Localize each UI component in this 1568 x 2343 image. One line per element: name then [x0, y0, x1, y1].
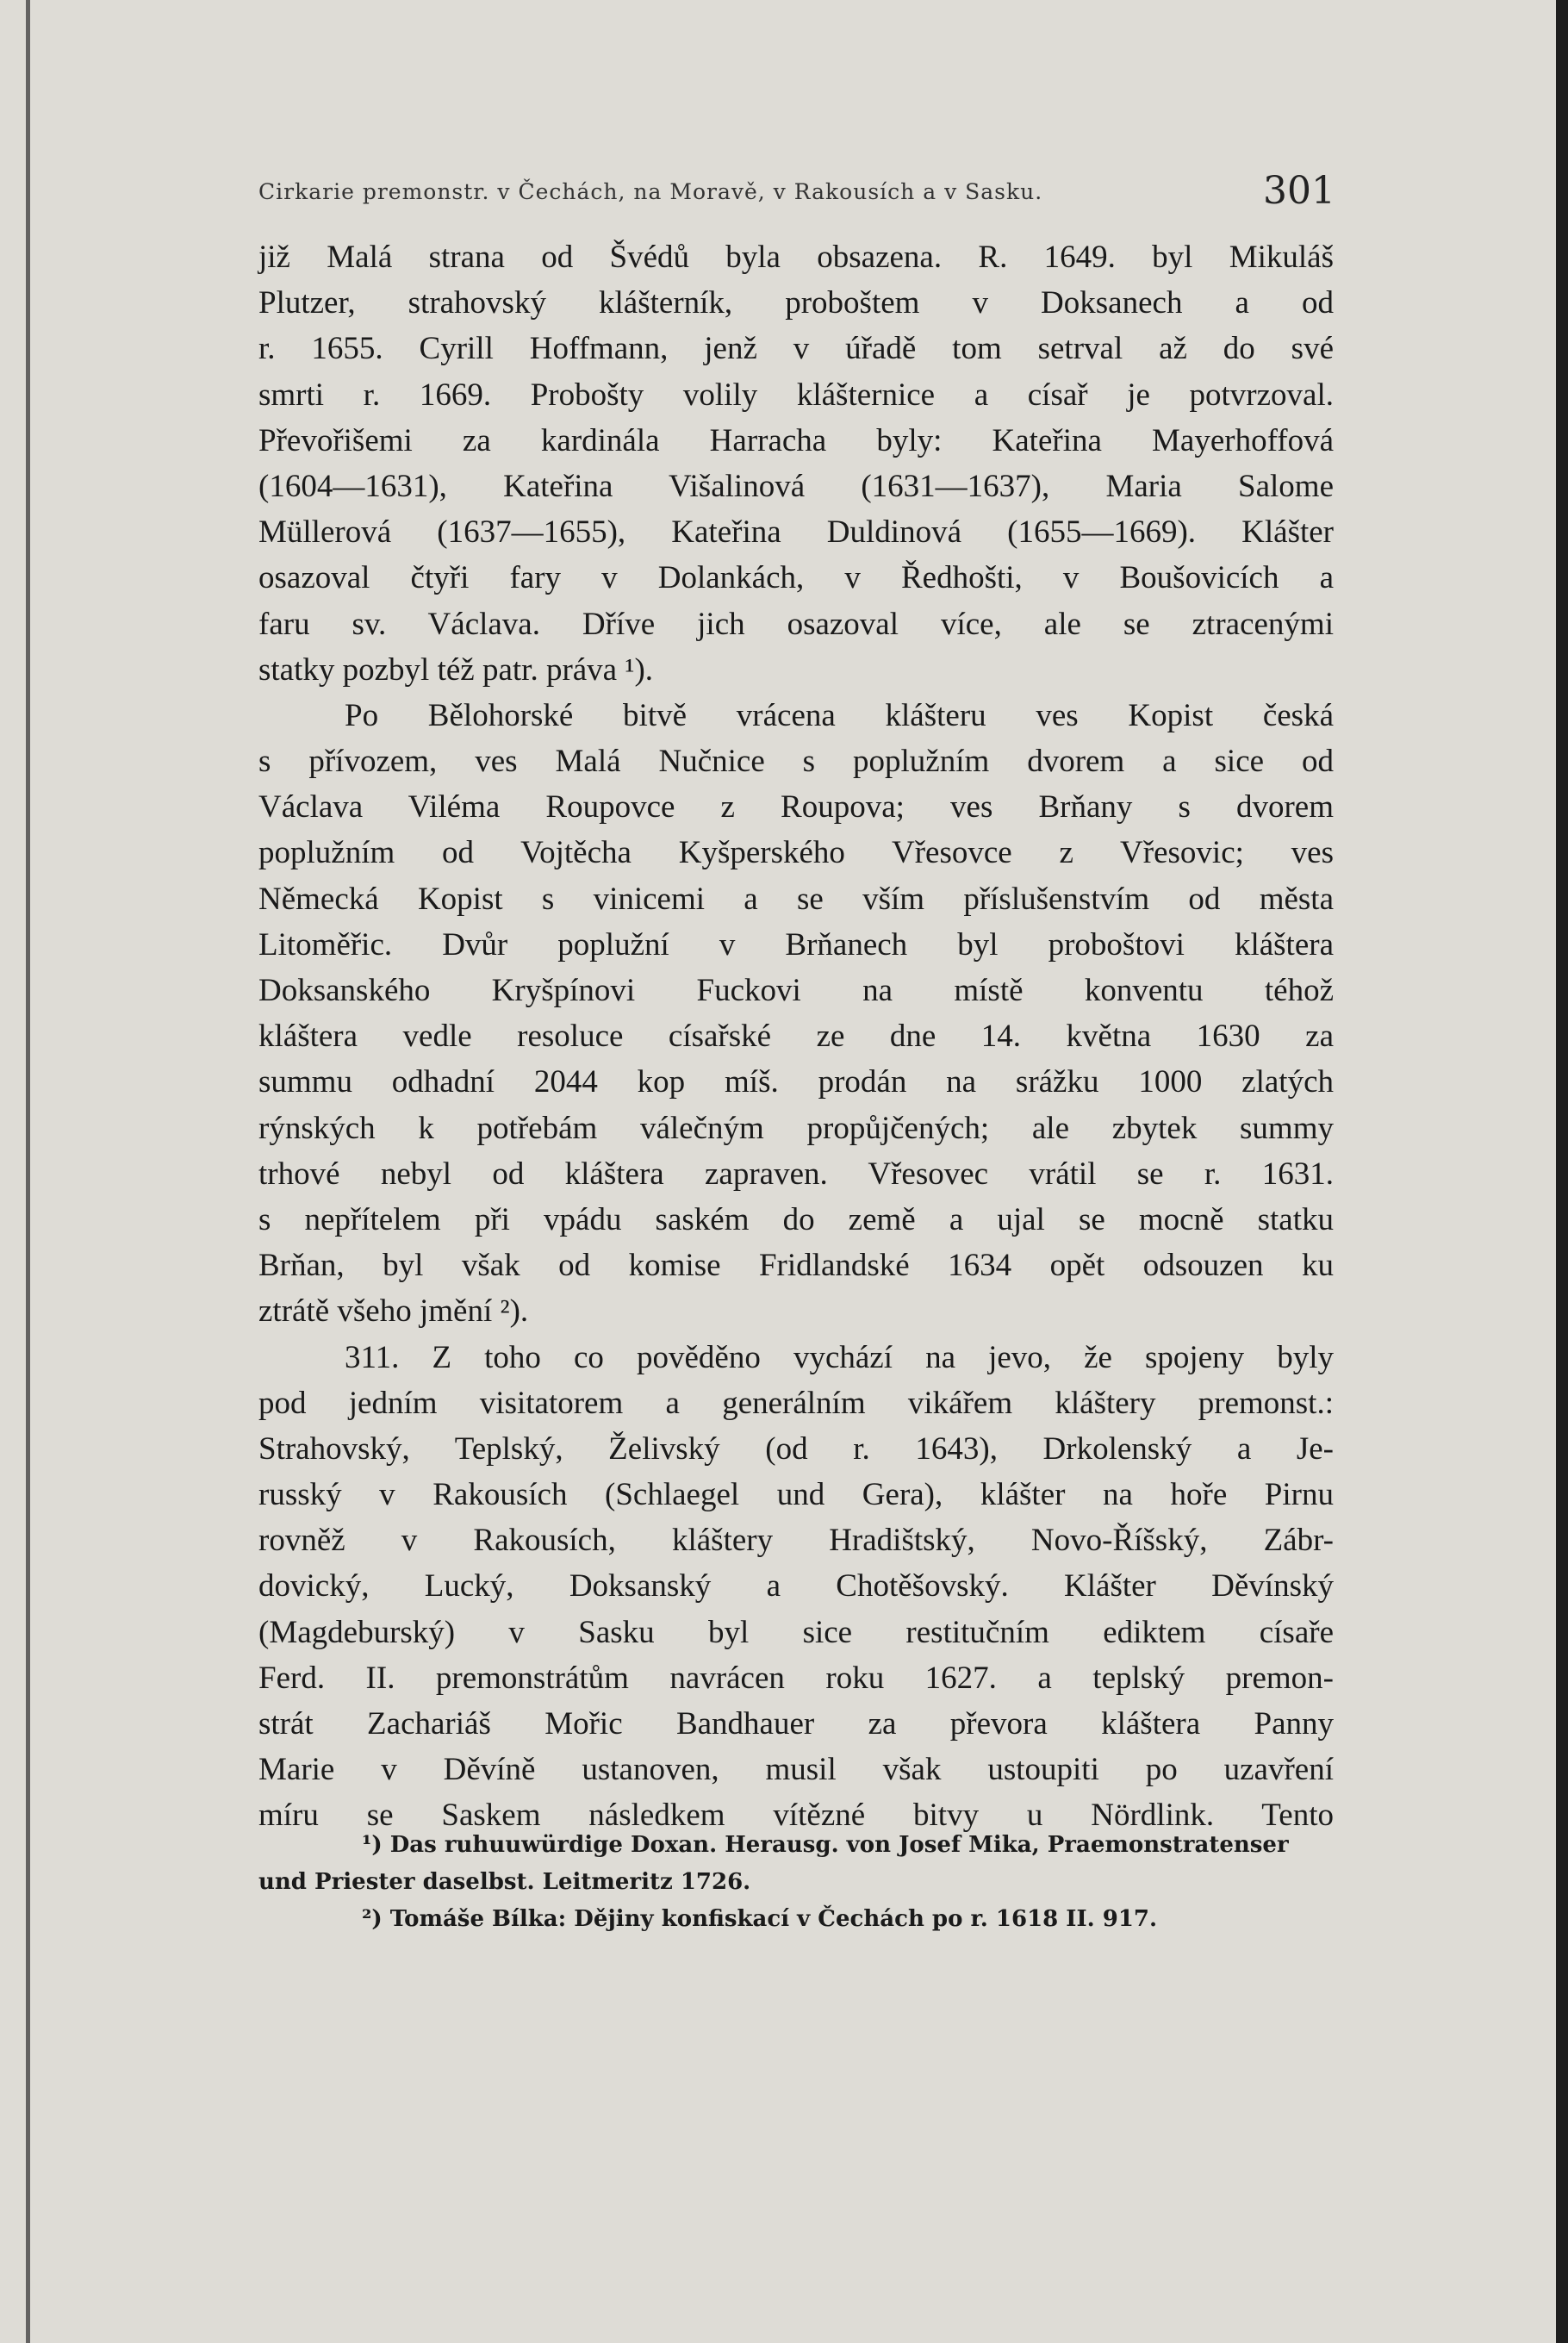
text-line: Müllerová (1637—1655), Kateřina Duldinová (1655—1669). Klášter: [258, 514, 1334, 551]
text-line: rýnských k potřebám válečným propůjčených; ale zbytek summy: [258, 1110, 1334, 1146]
text-line: trhové nebyl od kláštera zapraven. Vřesovec vrátil se r. 1631.: [258, 1156, 1334, 1192]
page-right-edge: [1556, 0, 1568, 2343]
page-header: [258, 169, 1335, 221]
text-line: Marie v Děvíně ustanoven, musil však ustoupiti po uzavření: [258, 1752, 1334, 1788]
text-line: smrti r. 1669. Probošty volily klášternice a císař je potvrzoval.: [258, 377, 1334, 413]
page-left-edge: [26, 0, 30, 2343]
text-line: strát Zachariáš Mořic Bandhauer za převora kláštera Panny: [258, 1706, 1334, 1742]
text-line: Převořišemi za kardinála Harracha byly: Kateřina Mayerhoffová: [258, 422, 1334, 458]
text-line: již Malá strana od Švédů byla obsazena. R. 1649. byl Mikuláš: [258, 240, 1334, 275]
text-line: faru sv. Václava. Dříve jich osazoval více, ale se ztracenými: [258, 606, 1334, 642]
text-line: (Magdeburský) v Sasku byl sice restitučním ediktem císaře: [258, 1614, 1334, 1650]
text-line: Václava Viléma Roupovce z Roupova; ves Brňany s dvorem: [258, 789, 1334, 826]
text-line: ztrátě všeho jmění ²).: [258, 1293, 529, 1330]
text-line: Litoměřic. Dvůr poplužní v Brňanech byl proboštovi kláštera: [258, 926, 1334, 963]
text-line: osazoval čtyři fary v Dolankách, v Ředhošti, v Boušovicích a: [258, 560, 1334, 596]
text-line: míru se Saskem následkem vítězné bitvy u Nördlink. Tento: [258, 1798, 1334, 1834]
text-line: pod jedním visitatorem a generálním vikářem kláštery premonst.:: [258, 1385, 1334, 1421]
text-line: summu odhadní 2044 kop míš. prodán na srážku 1000 zlatých: [258, 1064, 1334, 1100]
text-line: r. 1655. Cyrill Hoffmann, jenž v úřadě tom setrval až do své: [258, 331, 1334, 367]
text-line: 311. Z toho co pověděno vychází na jevo, že spojeny byly: [345, 1339, 1334, 1375]
text-line: Ferd. II. premonstrátům navrácen roku 1627. a teplský premon-: [258, 1660, 1334, 1696]
footnotes: [258, 1827, 1335, 1938]
text-line: Doksanského Kryšpínovi Fuckovi na místě konventu téhož: [258, 973, 1334, 1008]
running-head: Cirkarie premonstr. v Čechách, na Moravě, v Rakousích a v Sasku.: [258, 179, 1043, 204]
footnote-line: ¹) Das ruhuuwürdige Doxan. Herausg. von Josef Mika, Praemonstratenser: [362, 1832, 1289, 1858]
text-line: statky pozbyl též patr. práva ¹).: [258, 651, 654, 688]
body-text: [258, 234, 1334, 1839]
footnote-line: ²) Tomáše Bílka: Dějiny konfiskací v Čechách po r. 1618 II. 917.: [362, 1906, 1158, 1932]
footnote-line: und Priester daselbst. Leitmeritz 1726.: [258, 1869, 751, 1895]
text-line: (1604—1631), Kateřina Višalinová (1631—1637), Maria Salome: [258, 468, 1334, 504]
text-line: s nepřítelem při vpádu saském do země a ujal se mocně statku: [258, 1201, 1334, 1237]
text-line: Německá Kopist s vinicemi a se vším příslušenstvím od města: [258, 881, 1334, 917]
text-line: Strahovský, Teplský, Želivský (od r. 1643), Drkolenský a Je-: [258, 1430, 1334, 1467]
page-number: 301: [1263, 169, 1335, 213]
text-line: kláštera vedle resoluce císařské ze dne 14. května 1630 za: [258, 1019, 1334, 1055]
text-line: dovický, Lucký, Doksanský a Chotěšovský. Klášter Děvínský: [258, 1568, 1334, 1605]
text-line: Plutzer, strahovský klášterník, proboštem v Doksanech a od: [258, 285, 1334, 321]
text-line: russký v Rakousích (Schlaegel und Gera), klášter na hoře Pirnu: [258, 1477, 1334, 1513]
text-line: s přívozem, ves Malá Nučnice s poplužním dvorem a sice od: [258, 744, 1334, 780]
text-line: rovněž v Rakousích, kláštery Hradištský, Novo-Říšský, Zábr-: [258, 1523, 1334, 1559]
text-line: Po Bělohorské bitvě vrácena klášteru ves Kopist česká: [345, 697, 1334, 733]
text-line: poplužním od Vojtěcha Kyšperského Vřesovce z Vřesovic; ves: [258, 835, 1334, 871]
text-line: Brňan, byl však od komise Fridlandské 1634 opět odsouzen ku: [258, 1248, 1334, 1284]
